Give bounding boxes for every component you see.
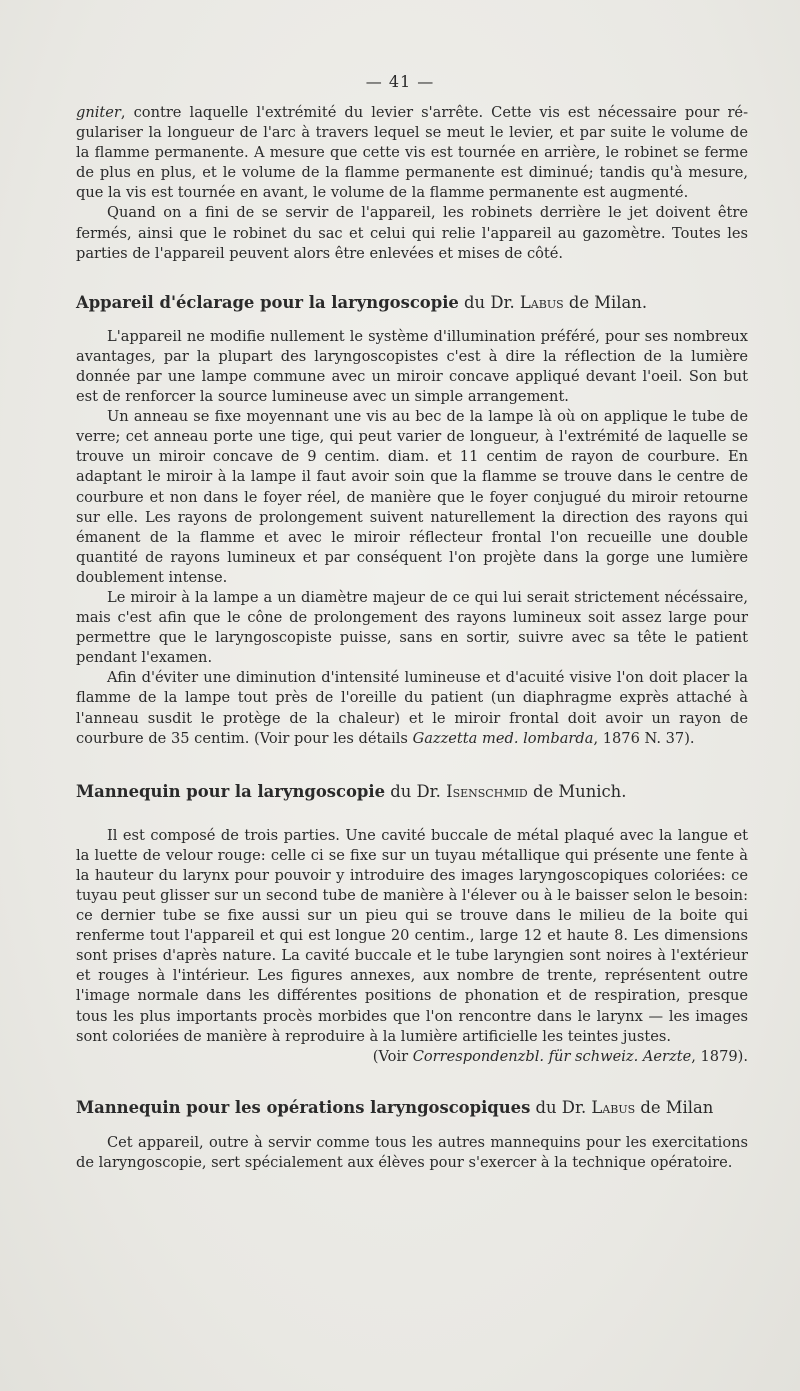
heading-operations bbox=[76, 1097, 748, 1119]
intro-paragraph-1 bbox=[76, 103, 748, 203]
isenschmid-paragraph-1: Il est composé de trois parties. Une cavité buccale de métal plaqué avec la langue et la luette de velour rouge: celle ci se fixe sur un tuyau métallique qui présente une fente à la hauteur du larynx pour pouvoir y introduire des images laryngoscopiques coloriées: ce tuyau peut glisser sur un second tube de manière à l'élever ou à le baisser selon le besoin: ce dernier tube se fixe aussi sur un pieu qui se trouve dans le milieu de la boite qui renferme tout l'appareil et qui est longue 20 centim., large 12 et haute 8. Les dimensions sont prises d'après nature. La cavité buccale et le tube laryngien sont noires à l'extérieur et rouges à l'intérieur. Les figures annexes, aux nombre de trente, représentent outre l'image normale dans les différentes positions de phonation et de respiration, presque tous les plus importants procès morbides que l'on rencontre dans le larynx — les images sont coloriées de manière à reproduire à la lumière artificielle les teintes justes. bbox=[76, 826, 748, 1045]
heading-operations-place: de Milan bbox=[635, 1097, 714, 1117]
heading-eclairage-author: Labus bbox=[519, 292, 564, 312]
heading-eclairage bbox=[76, 292, 748, 314]
eclairage-paragraph-1: L'appareil ne modifie nullement le système d'illumination préféré, pour ses nombreux avantages, par la plupart des laryngoscopistes c'est à dire la réflection de la lumière donnée par une lampe commune avec un miroir concave appliqué devant l'oeil. Son but est de renforcer la source lumineuse avec un simple arrangement. bbox=[76, 327, 748, 406]
isenschmid-ref-prefix: (Voir bbox=[372, 1047, 413, 1065]
heading-isenschmid-place: de Munich. bbox=[527, 781, 627, 801]
heading-isenschmid-author: Isenschmid bbox=[446, 781, 528, 801]
intro-paragraph-1-text: , contre laquelle l'extrémité du levier s'arrête. Cette vis est nécessaire pour régulariser la longueur de l'arc à travers lequel se meut le levier, et par suite le volume de la flamme permanente. A mesure que cette vis est tournée en arrière, le robinet se ferme de plus en plus, et le volume de la flamme permanente est diminué; tandis qu'à mesure, que la vis est tournée en avant, le volume de la flamme permanente est augmenté. bbox=[76, 104, 748, 202]
intro-first-word: gniter bbox=[76, 104, 121, 121]
heading-operations-author: Labus bbox=[591, 1097, 636, 1117]
page-body bbox=[76, 103, 748, 1173]
heading-operations-title: Mannequin pour les opérations laryngoscopiques bbox=[76, 1097, 531, 1117]
intro-paragraph-2: Quand on a fini de se servir de l'appareil, les robinets derrière le jet doivent être fermés, ainsi que le robinet du sac et celui qui relie l'appareil au gazomètre. Toutes les parties de l'appareil peuvent alors être enlevées et mises de côté. bbox=[76, 204, 748, 262]
eclairage-paragraph-4-text: Afin d'éviter une diminution d'intensité lumineuse et d'acuité visive l'on doit placer la flamme de la lampe tout près de l'oreille du patient (un diaphragme exprès attaché à l'anneau susdit le protège de la chaleur) et le miroir frontal doit avoir un rayon de courbure de 35 centim. (Voir pour les détails bbox=[76, 669, 748, 747]
heading-eclairage-du: du Dr. bbox=[458, 292, 520, 312]
heading-eclairage-title: Appareil d'éclarage pour la laryngoscopie bbox=[76, 292, 459, 312]
heading-isenschmid-title: Mannequin pour la laryngoscopie bbox=[76, 781, 386, 801]
page-number: — 41 — bbox=[365, 72, 435, 91]
isenschmid-journal-title: Correspondenzbl. für schweiz. Aerzte bbox=[412, 1047, 692, 1065]
operations-paragraph-1: Cet appareil, outre à servir comme tous les autres mannequins pour les exercitations de laryngoscopie, sert spécialement aux élèves pour s'exercer à la technique opératoire. bbox=[76, 1133, 748, 1171]
eclairage-paragraph-4 bbox=[76, 668, 748, 748]
heading-isenschmid bbox=[76, 781, 748, 803]
heading-eclairage-place: de Milan. bbox=[563, 292, 648, 312]
eclairage-paragraph-3: Le miroir à la lampe a un diamètre majeur de ce qui lui serait strictement nécéssaire, mais c'est afin que le cône de prolongement des rayons lumineux soit assez large pour permettre que le laryngoscopiste puisse, sans en sortir, suivre avec sa tête le patient pendant l'examen. bbox=[76, 588, 748, 667]
eclairage-journal-ref: , 1876 N. 37). bbox=[593, 729, 695, 747]
heading-operations-du: du Dr. bbox=[530, 1097, 592, 1117]
isenschmid-journal-ref: , 1879). bbox=[691, 1047, 748, 1065]
heading-isenschmid-du: du Dr. bbox=[385, 781, 447, 801]
isenschmid-reference bbox=[76, 1047, 748, 1067]
eclairage-journal-title: Gazzetta med. lombarda bbox=[412, 729, 594, 747]
eclairage-paragraph-2: Un anneau se fixe moyennant une vis au bec de la lampe là où on applique le tube de verre; cet anneau porte une tige, qui peut varier de longueur, à l'extrémité de laquelle se trouve un miroir concave de 9 centim. diam. et 11 centim de rayon de courbure. En adaptant le miroir à la lampe il faut avoir soin que la flamme se trouve dans le centre de courbure et non dans le foyer réel, de manière que le foyer conjugué du miroir retourne sur elle. Les rayons de prolongement suivent naturellement la direction des rayons qui émanent de la flamme et avec le miroir réflecteur frontal l'on recueille une double quantité de rayons lumineux et par conséquent l'on projète dans la gorge une lumière doublement intense. bbox=[76, 408, 748, 586]
